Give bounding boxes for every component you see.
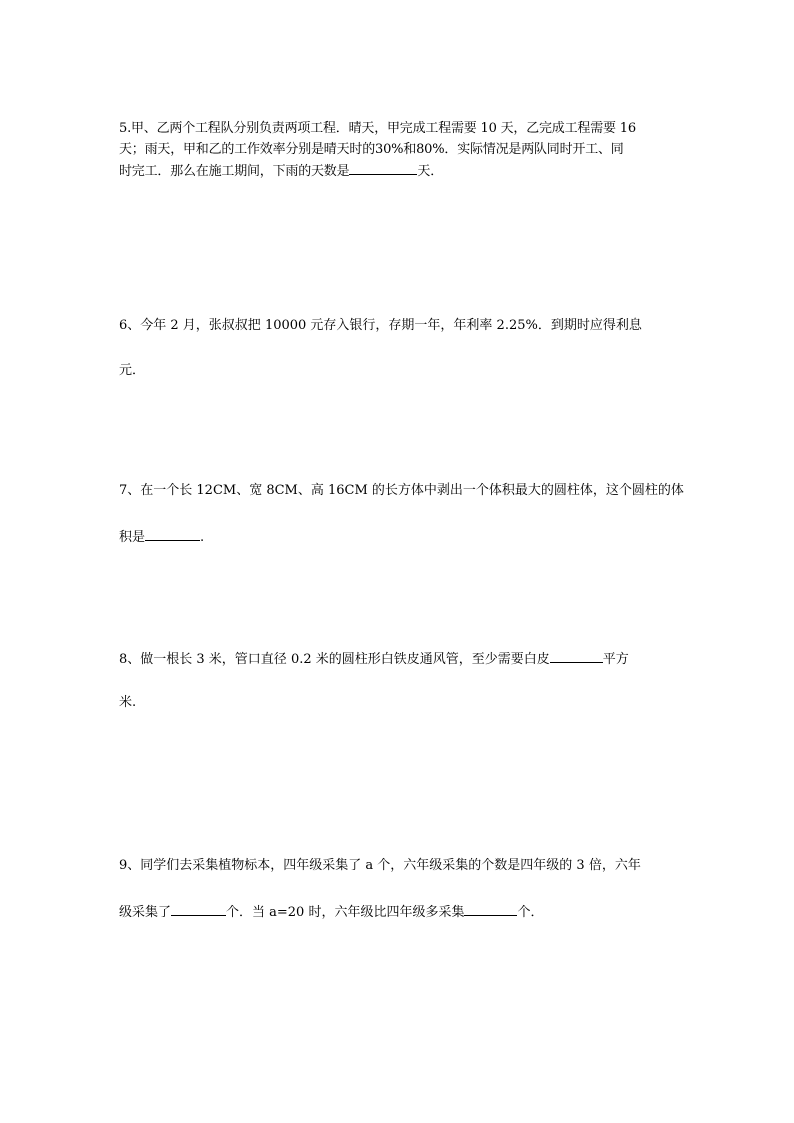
answer-blank[interactable] <box>171 901 226 916</box>
problem-8-text-b: 平方 <box>602 652 629 667</box>
problem-9-text-b: 个．当 a=20 时，六年级比四年级多采集 <box>226 905 465 920</box>
problem-5-line-1: 5.甲、乙两个工程队分别负责两项工程．晴天，甲完成工程需要 10 天，乙完成工程需要 16 <box>119 121 636 136</box>
problem-9-line-2 <box>119 901 679 921</box>
problem-5-line-3 <box>119 160 679 181</box>
answer-blank[interactable] <box>550 648 603 663</box>
problem-5-text-a: 时完工．那么在施工期间，下雨的天数是 <box>119 164 350 179</box>
problem-7-line-2 <box>119 526 679 546</box>
problem-5 <box>119 118 679 181</box>
problem-8 <box>119 648 679 713</box>
problem-9-line-1: 9、同学们去采集植物标本，四年级采集了 a 个，六年级采集的个数是四年级的 3 倍，六年 <box>119 858 641 873</box>
answer-blank[interactable] <box>145 526 200 541</box>
problem-9 <box>119 856 679 921</box>
problem-6-line-1: 6、今年 2 月，张叔叔把 10000 元存入银行，存期一年，年利率 2.25%．到期时应得利息 <box>119 318 642 333</box>
problem-6-line-2: 元． <box>119 363 146 378</box>
problem-8-text-a: 8、做一根长 3 米，管口直径 0.2 米的圆柱形白铁皮通风管，至少需要白皮 <box>119 652 550 667</box>
problem-7-text-b: . <box>200 530 205 545</box>
answer-blank[interactable] <box>349 160 417 175</box>
problem-9-text-c: 个． <box>517 905 544 920</box>
problem-7-line-1: 7、在一个长 12CM、宽 8CM、高 16CM 的长方体中剥出一个体积最大的圆柱体，这个圆柱的体 <box>119 483 684 498</box>
problem-6 <box>119 316 679 381</box>
problem-8-line-2: 米. <box>119 695 137 710</box>
problem-9-text-a: 级采集了 <box>119 905 172 920</box>
problem-8-line-1 <box>119 648 679 668</box>
problem-5-text-b: 天． <box>417 164 444 179</box>
problem-7-text-a: 积是 <box>119 530 146 545</box>
problem-7 <box>119 481 684 546</box>
answer-blank[interactable] <box>464 901 517 916</box>
problem-5-line-2: 天；雨天，甲和乙的工作效率分别是晴天时的30%和80%．实际情况是两队同时开工、同 <box>119 142 624 157</box>
